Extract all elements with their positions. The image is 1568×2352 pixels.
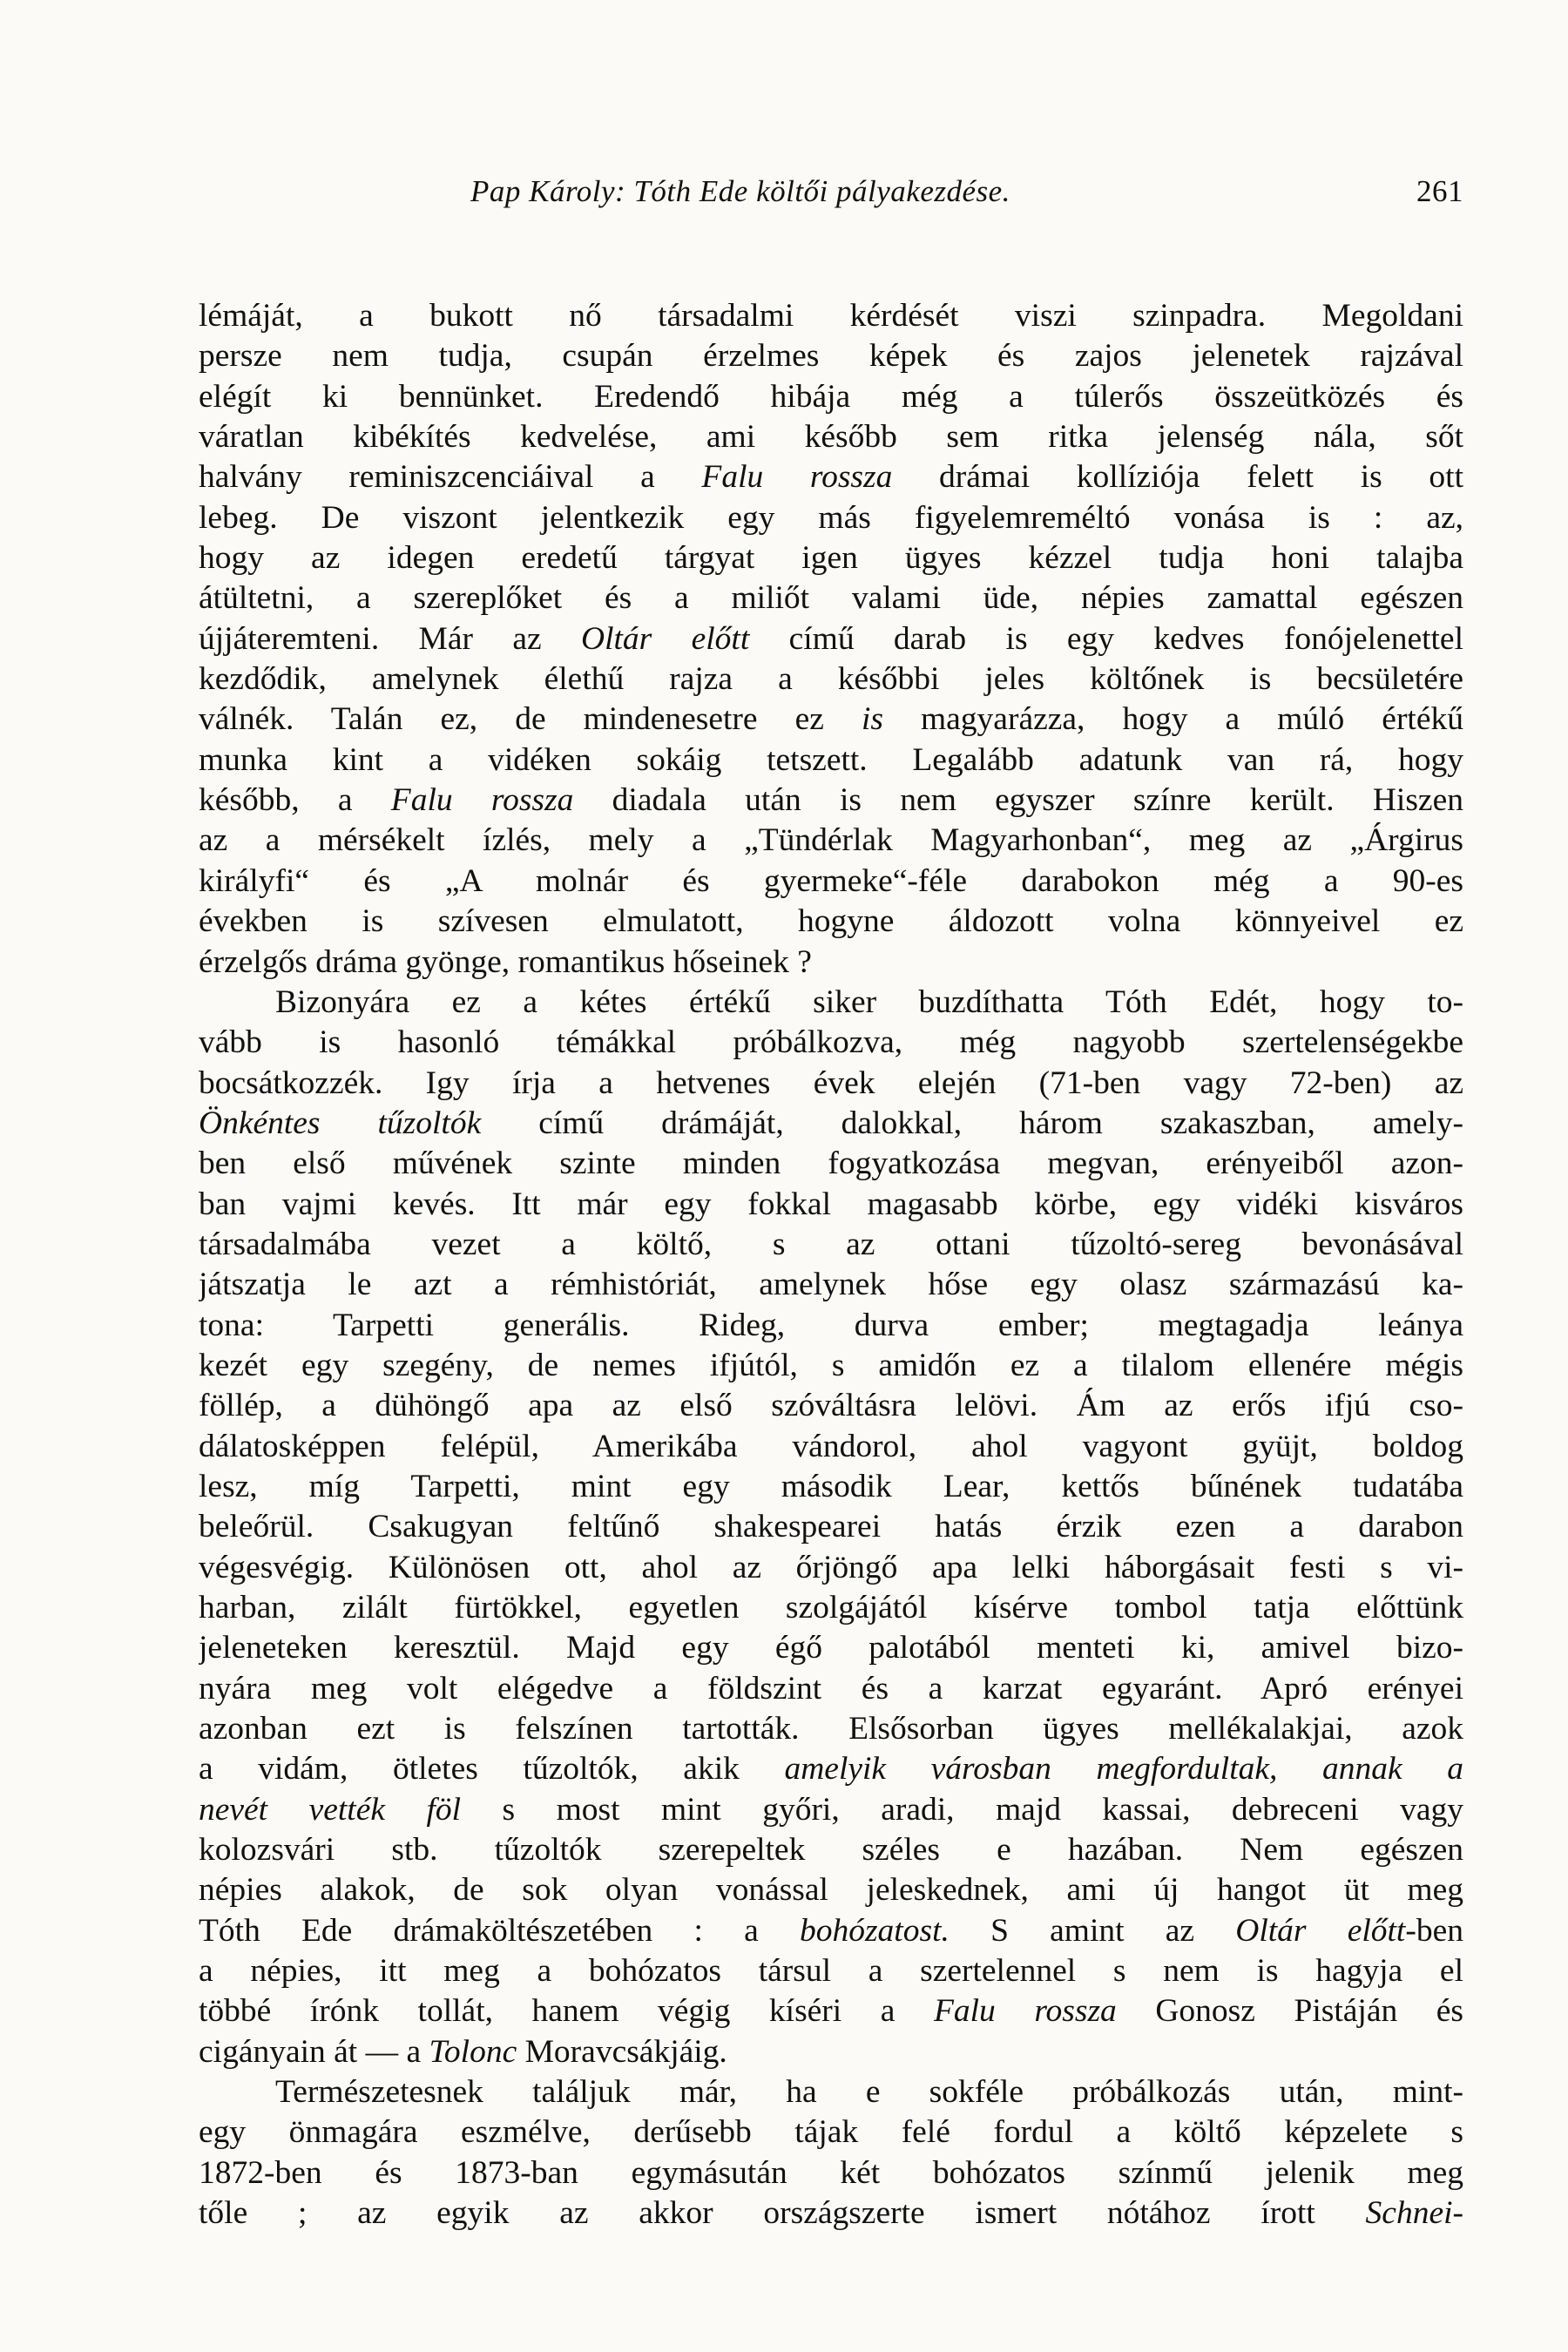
text-line [199, 417, 1463, 457]
text-segment: s most mint győri, aradi, majd kassai, debreceni vagy [461, 1791, 1463, 1828]
text-line [199, 498, 1463, 538]
text-segment: lémáját, a bukott nő társadalmi kérdését viszi szinpadra. Megoldani [199, 298, 1463, 334]
text-line [199, 1064, 1463, 1104]
page-number: 261 [1416, 174, 1463, 208]
text-line [199, 943, 1463, 983]
text-segment: az a mérsékelt ízlés, mely a „Tündérlak Magyarhonban“, meg az „Árgirus [199, 822, 1463, 859]
text-line [199, 619, 1463, 659]
text-segment: 1872-ben és 1873-ban egymásután két bohózatos színmű jelenik meg [199, 2154, 1463, 2191]
text-segment: dálatosképpen felépül, Amerikába vándorol, ahol vagyont gyüjt, boldog [199, 1428, 1463, 1464]
text-line [199, 2193, 1463, 2234]
text-line [199, 1588, 1463, 1628]
text-segment: jeleneteken keresztül. Majd egy égő palotából menteti ki, amivel bizo- [199, 1630, 1463, 1666]
text-line [199, 902, 1463, 942]
text-segment: társadalmába vezet a költő, s az ottani tűzoltó-sereg bevonásával [199, 1226, 1463, 1262]
text-segment: elégít ki bennünket. Eredendő hibája még a túlerős összeütközés és [199, 378, 1463, 415]
text-segment: cigányain át — a [199, 2033, 429, 2070]
text-segment: végesvégig. Különösen ott, ahol az őrjöngő apa lelki háborgásait festi s vi- [199, 1549, 1463, 1585]
text-segment: Gonosz Pistáján és [1116, 1993, 1463, 2030]
text-segment: kezét egy szegény, de nemes ifjútól, s amidőn ez a tilalom ellenére mégis [199, 1347, 1463, 1383]
text-segment: érzelgős dráma gyönge, romantikus hőseinek ? [199, 943, 812, 980]
text-segment: válnék. Talán ez, de mindenesetre ez [199, 701, 862, 738]
text-segment: drámai kollíziója felett is ott [892, 459, 1463, 496]
text-segment: kezdődik, amelynek élethű rajza a későbbi jeles költőnek is becsületére [199, 661, 1463, 698]
text-line [199, 1669, 1463, 1709]
text-segment: királyfi“ és „A molnár és gyermeke“-féle darabokon még a 90-es [199, 862, 1463, 899]
text-segment: beleőrül. Csakugyan feltűnő shakespearei hatás érzik ezen a darabon [199, 1509, 1463, 1545]
text-segment: később, a [199, 782, 391, 819]
running-title: Pap Károly: Tóth Ede költői pályakezdése. [470, 174, 1010, 208]
text-segment: többé írónk tollát, hanem végig kíséri a [199, 1993, 934, 2030]
text-segment: harban, zilált fürtökkel, egyetlen szolgájától kísérve tombol tatja előttünk [199, 1590, 1463, 1625]
text-segment: persze nem tudja, csupán érzelmes képek és zajos jelenetek rajzával [199, 338, 1463, 375]
text-segment: vább is hasonló témákkal próbálkozva, még nagyobb szertelenségekbe [199, 1024, 1463, 1061]
text-segment: kolozsvári stb. tűzoltók szerepeltek széles e hazában. Nem egészen [199, 1832, 1463, 1869]
text-line [199, 377, 1463, 417]
text-line [199, 1427, 1463, 1467]
italic-text-segment: bohózatost. [799, 1912, 950, 1949]
text-line [199, 1306, 1463, 1346]
text-segment: lebeg. De viszont jelentkezik egy más figyelemreméltó vonása is : az, [199, 499, 1463, 536]
text-segment: tona: Tarpetti generális. Rideg, durva ember; megtagadja leánya [199, 1307, 1463, 1343]
text-segment: azonban ezt is felszínen tartották. Elsősorban ügyes mellékalakjai, azok [199, 1711, 1463, 1747]
text-segment: egy önmagára eszmélve, derűsebb tájak felé fordul a költő képzelete s [199, 2114, 1463, 2151]
italic-text-segment: is [861, 701, 883, 738]
text-segment: ban vajmi kevés. Itt már egy fokkal magasabb körbe, egy vidéki kisváros [199, 1186, 1463, 1222]
text-line [199, 1104, 1463, 1144]
italic-text-segment: Önkéntes tűzoltók [199, 1105, 482, 1141]
text-segment: halvány reminiszcenciáival a [199, 459, 702, 496]
text-line [199, 740, 1463, 781]
text-line [199, 1386, 1463, 1426]
text-line [199, 578, 1463, 618]
italic-text-segment: Oltár előtt [580, 620, 750, 657]
text-segment: föllép, a dühöngő apa az első szóváltásra lelövi. Ám az erős ifjú cso- [199, 1388, 1463, 1424]
text-line [199, 1991, 1463, 2031]
text-line [199, 781, 1463, 821]
text-segment: átültetni, a szereplőket és a miliőt valami üde, népies zamattal egészen [199, 580, 1463, 617]
text-line [199, 983, 1463, 1023]
text-line [199, 700, 1463, 740]
text-line [199, 1790, 1463, 1830]
italic-text-segment: Falu rossza [701, 459, 893, 496]
text-line [199, 1346, 1463, 1386]
text-segment: Természetesnek találjuk már, ha e sokféle próbálkozás után, mint- [275, 2074, 1463, 2111]
text-segment: magyarázza, hogy a múló értékű [882, 701, 1463, 738]
text-line [199, 1830, 1463, 1870]
text-line [199, 1548, 1463, 1588]
text-line [199, 2072, 1463, 2112]
text-segment: nyára meg volt elégedve a földszint és a karzat egyaránt. Apró erényei [199, 1670, 1463, 1707]
italic-text-segment: Oltár előtt [1235, 1912, 1406, 1949]
text-line [199, 1023, 1463, 1063]
text-segment: munka kint a vidéken sokáig tetszett. Legalább adatunk van rá, hogy [199, 741, 1463, 778]
text-segment: a vidám, ötletes tűzoltók, akik [199, 1751, 785, 1788]
italic-text-segment: Falu rossza [390, 782, 574, 819]
text-segment: S amint az [949, 1912, 1236, 1949]
text-line [199, 1467, 1463, 1507]
text-line [199, 1709, 1463, 1749]
text-line [199, 336, 1463, 376]
italic-text-segment: nevét vették föl [199, 1791, 462, 1828]
text-line [199, 1265, 1463, 1305]
text-line [199, 821, 1463, 861]
body-text [199, 296, 1463, 2234]
text-line [199, 2112, 1463, 2153]
text-segment: Bizonyára ez a kétes értékű siker buzdíthatta Tóth Edét, hogy to- [275, 983, 1463, 1020]
text-segment: diadala után is nem egyszer színre került. Hiszen [573, 782, 1463, 819]
text-line [199, 1628, 1463, 1668]
text-line [199, 296, 1463, 336]
running-header [470, 174, 1463, 226]
text-segment: -ben [1405, 1912, 1463, 1949]
text-line [199, 1225, 1463, 1265]
italic-text-segment: Schnei- [1365, 2195, 1463, 2232]
text-line [199, 1749, 1463, 1789]
text-segment: című drámáját, dalokkal, három szakaszban, amely- [481, 1105, 1463, 1141]
text-segment: népies alakok, de sok olyan vonással jeleskednek, ami új hangot üt meg [199, 1872, 1463, 1909]
italic-text-segment: Tolonc [429, 2033, 517, 2070]
text-segment: Moravcsákjáig. [517, 2033, 727, 2070]
text-segment: bocsátkozzék. Igy írja a hetvenes évek elején (71-ben vagy 72-ben) az [199, 1064, 1463, 1101]
text-segment: újjáteremteni. Már az [199, 620, 581, 657]
text-segment: tőle ; az egyik az akkor országszerte ismert nótához írott [199, 2195, 1366, 2232]
text-segment: ben első művének szinte minden fogyatkozása megvan, erényeiből azon- [199, 1146, 1463, 1182]
italic-text-segment: amelyik városban megfordultak, annak a [784, 1751, 1463, 1788]
text-segment: Tóth Ede drámaköltészetében : a [199, 1912, 800, 1949]
text-segment: lesz, míg Tarpetti, mint egy második Lear, kettős bűnének tudatába [199, 1468, 1463, 1504]
italic-text-segment: Falu rossza [933, 1993, 1117, 2030]
text-line [199, 1507, 1463, 1547]
text-line [199, 1870, 1463, 1910]
text-segment: években is szívesen elmulatott, hogyne áldozott volna könnyeivel ez [199, 903, 1463, 940]
text-segment: játszatja le azt a rémhistóriát, amelynek hőse egy olasz származású ka- [199, 1267, 1463, 1303]
text-line [199, 1951, 1463, 1991]
text-segment: című darab is egy kedves fonójelenettel [749, 620, 1463, 657]
text-line [199, 457, 1463, 497]
text-line [199, 2153, 1463, 2193]
text-line [199, 862, 1463, 902]
text-line [199, 1144, 1463, 1184]
text-segment: váratlan kibékítés kedvelése, ami később sem ritka jelenség nála, sőt [199, 419, 1463, 456]
text-line [199, 2032, 1463, 2072]
text-line [199, 1911, 1463, 1951]
text-segment: hogy az idegen eredetű tárgyat igen ügyes kézzel tudja honi talajba [199, 540, 1463, 577]
text-segment: a népies, itt meg a bohózatos társul a szertelennel s nem is hagyja el [199, 1953, 1463, 1990]
text-line [199, 1185, 1463, 1225]
text-line [199, 538, 1463, 578]
text-line [199, 659, 1463, 700]
